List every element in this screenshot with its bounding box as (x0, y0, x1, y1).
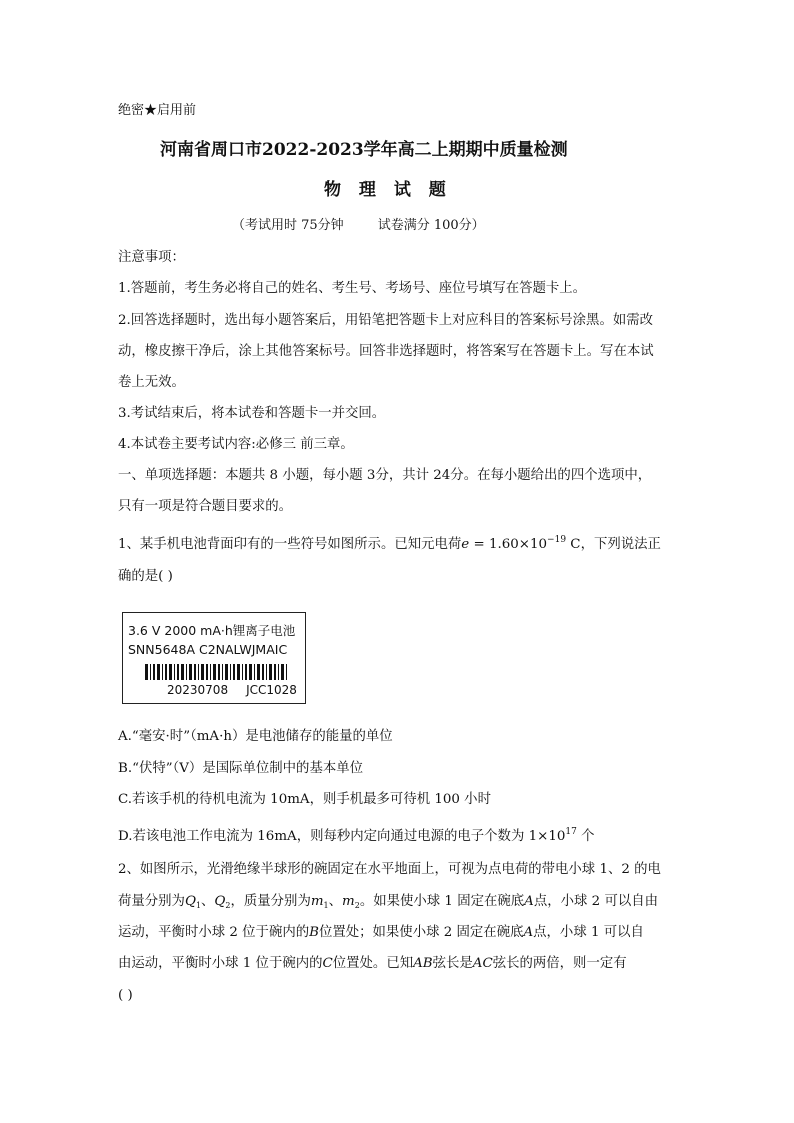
q2-text: 位置处；如果使小球 2 固定在碗底 (318, 925, 524, 940)
battery-code: JCC1028 (246, 683, 297, 697)
q2-text: 荷量分别为 (118, 894, 185, 909)
charge-value: = 1.60×10 (469, 537, 548, 552)
mass-m2: m (342, 894, 355, 909)
charge-symbol: e (461, 537, 470, 552)
time-limit: （考试用时 75分钟 (232, 218, 344, 233)
battery-serial: SNN5648A C2NALWJMAIC (128, 642, 288, 657)
q2-text: 点，小球 2 可以自由 (533, 894, 659, 909)
confidential-tag: 绝密★启用前 (118, 103, 197, 118)
q2-text: 点，小球 1 可以自 (533, 925, 644, 940)
barcode-icon (145, 664, 287, 680)
q2-line-3 (118, 925, 644, 941)
q2-text: 运动，平衡时小球 2 位于碗内的 (118, 925, 310, 940)
charge-q1: Q (184, 894, 196, 909)
point-a: A (524, 894, 534, 909)
q2-line-2 (118, 894, 658, 911)
charge-q2: Q (214, 894, 226, 909)
q1-stem-line-1 (118, 535, 661, 553)
q1-option-d-unit: 个 (576, 829, 595, 844)
q2-line-4 (118, 956, 627, 972)
q2-text: 弦长是 (432, 956, 473, 971)
q2-text: 弦长的两倍，则一定有 (492, 956, 627, 971)
q2-text: 位置处。已知 (332, 956, 414, 971)
q1-stem-text-2: ，下列说法正 (580, 537, 661, 552)
section-1-line-1: 一、单项选择题：本题共 8 小题，每小题 3分，共计 24分。在每小题给出的四个选项中， (118, 468, 652, 483)
note-3: 3.考试结束后，将本试卷和答题卡一并交回。 (118, 406, 386, 421)
point-c: C (322, 956, 333, 971)
battery-label-figure (122, 612, 306, 704)
subject-title: 物 理 试 题 (324, 180, 452, 200)
separator: 、 (201, 894, 215, 909)
battery-date: 20230708 (167, 683, 229, 697)
mass-m1: m (310, 894, 324, 909)
q1-stem-text: 1、某手机电池背面印有的一些符号如图所示。已知元电荷 (118, 537, 462, 552)
exam-title: 河南省周口市2022-2023学年高二上期期中质量检测 (160, 140, 568, 160)
q2-text: ，质量分别为 (230, 894, 311, 909)
note-2-line-2: 动，橡皮擦干净后，涂上其他答案标号。回答非选择题时，将答案写在答题卡上。写在本试 (118, 344, 654, 359)
q1-option-a: A.“毫安·时”（mA·h）是电池储存的能量的单位 (118, 729, 393, 744)
point-b: B (309, 925, 319, 940)
q2-text: 由运动，平衡时小球 1 位于碗内的 (118, 956, 323, 971)
charge-exponent: −19 (547, 535, 567, 545)
note-2-line-3: 卷上无效。 (118, 375, 185, 390)
chord-ac: AC (472, 956, 493, 971)
q1-option-d-exponent: 17 (565, 827, 577, 837)
charge-q1-sub: 1 (195, 901, 202, 910)
q2-answer-blank: ( ) (118, 988, 133, 1003)
charge-q2-sub: 2 (225, 901, 231, 910)
q1-option-c: C.若该手机的待机电流为 10mA，则手机最多可待机 100 小时 (118, 792, 491, 807)
full-score: 试卷满分 100分） (377, 218, 485, 233)
section-1-line-2: 只有一项是符合题目要求的。 (118, 499, 293, 514)
mass-m2-sub: 2 (354, 901, 360, 910)
note-2-line-1: 2.回答选择题时，选出每小题答案后，用铅笔把答题卡上对应科目的答案标号涂黑。如需改 (118, 313, 654, 328)
q2-line-1: 2、如图所示，光滑绝缘半球形的碗固定在水平地面上，可视为点电荷的带电小球 1、2 的电 (118, 862, 661, 877)
notes-heading: 注意事项： (118, 250, 185, 265)
note-1: 1.答题前，考生务必将自己的姓名、考生号、考场号、座位号填写在答题卡上。 (118, 281, 587, 296)
q1-option-b: B.“伏特”（V）是国际单位制中的基本单位 (118, 761, 364, 776)
q1-stem-line-2: 确的是( ) (118, 569, 173, 584)
battery-date-code (167, 683, 297, 697)
note-4: 4.本试卷主要考试内容:必修三 前三章。 (118, 437, 354, 452)
point-a: A (523, 925, 534, 940)
battery-spec: 3.6 V 2000 mA·h锂离子电池 (128, 623, 296, 638)
q2-text: 。如果使小球 1 固定在碗底 (359, 894, 525, 909)
q1-option-d-text: D.若该电池工作电流为 16mA，则每秒内定向通过电源的电子个数为 1×10 (118, 829, 566, 844)
chord-ab: AB (413, 956, 433, 971)
separator: 、 (328, 894, 343, 909)
exam-time-info (232, 218, 485, 234)
charge-unit: C (566, 537, 581, 552)
q1-option-d (118, 827, 594, 845)
mass-m1-sub: 1 (323, 901, 329, 910)
